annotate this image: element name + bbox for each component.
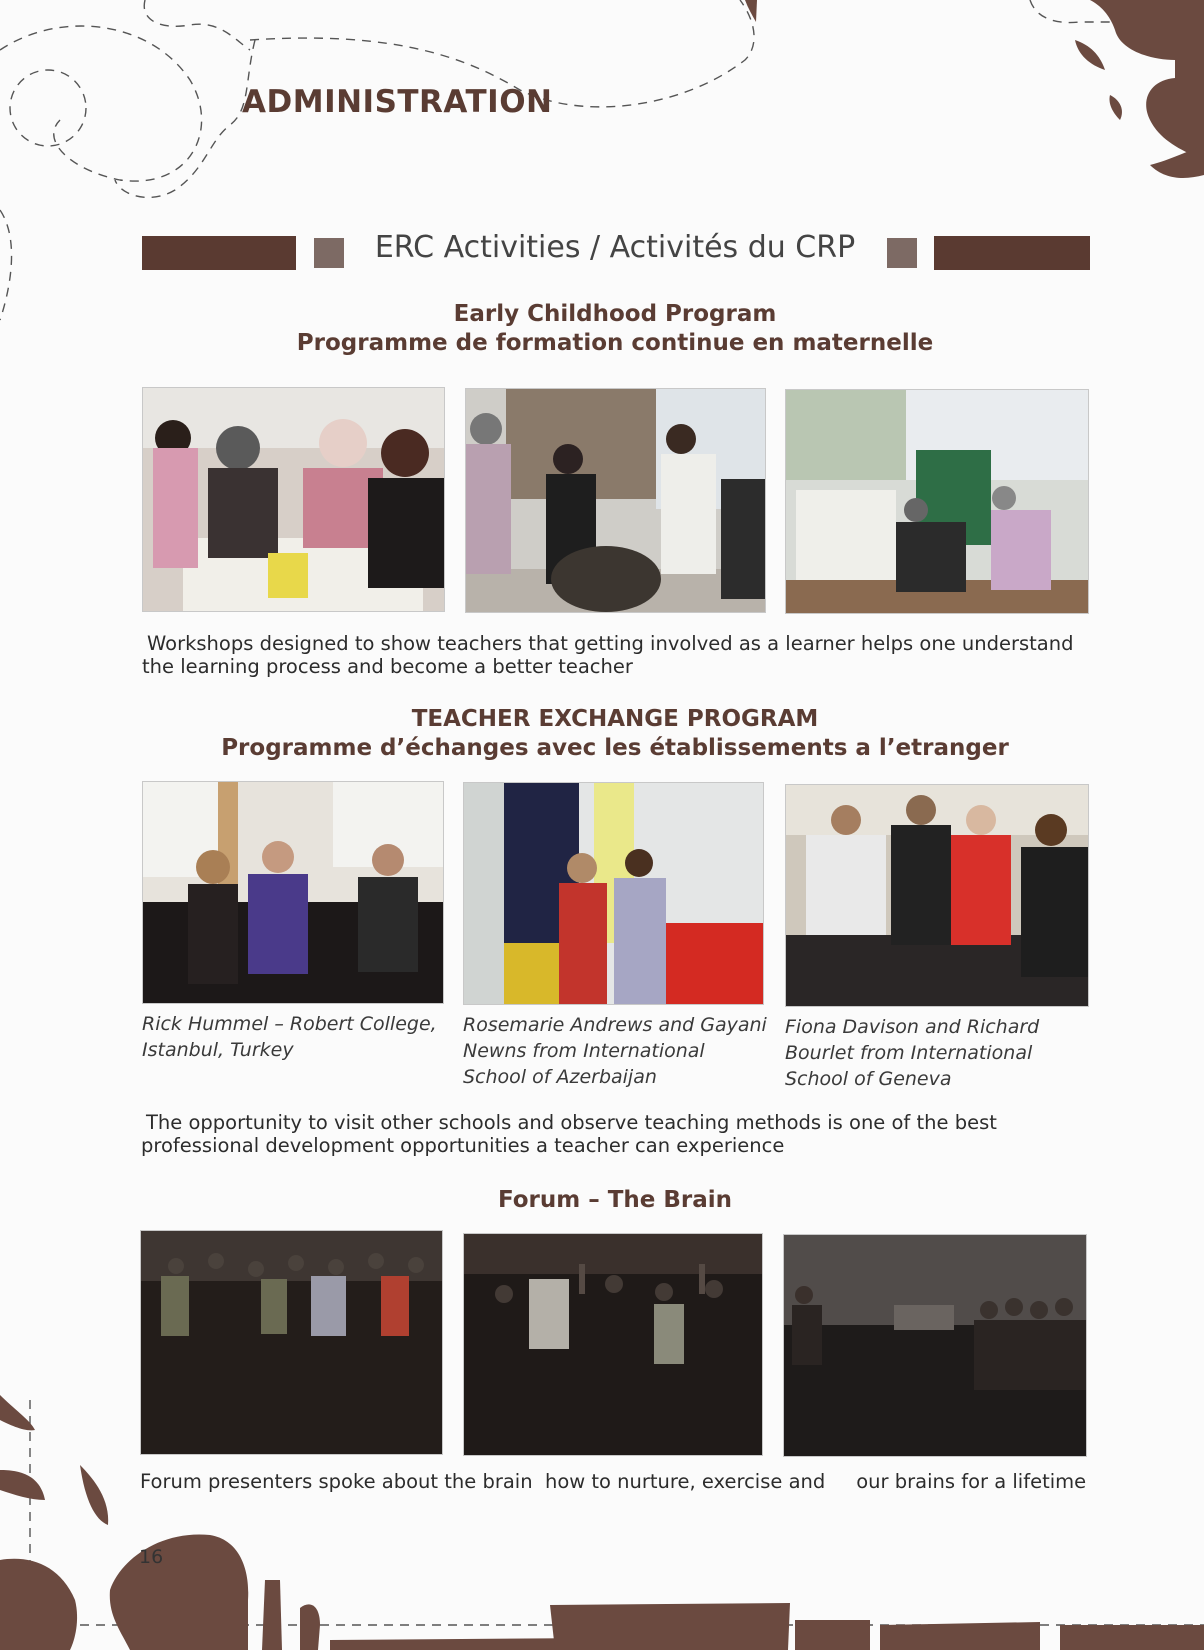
forum-photo-2 xyxy=(463,1233,763,1456)
forum-photo-1 xyxy=(140,1230,443,1455)
teacher-exchange-title: TEACHER EXCHANGE PROGRAM xyxy=(411,706,819,732)
teacher-exchange-caption-3: Fiona Davison and Richard Bourlet from International School of Geneva xyxy=(785,1016,1040,1090)
early-childhood-heading xyxy=(140,300,1090,358)
page-number: 16 xyxy=(139,1546,164,1568)
early-childhood-title: Early Childhood Program xyxy=(453,301,777,327)
section-label: ADMINISTRATION xyxy=(242,84,553,120)
teacher-exchange-heading xyxy=(140,705,1090,763)
title-bar-right xyxy=(934,236,1090,270)
title-square-right xyxy=(887,238,917,268)
forum-heading: Forum – The Brain xyxy=(497,1187,733,1213)
early-childhood-photo-1 xyxy=(142,387,445,612)
teacher-exchange-subtitle: Programme d’échanges avec les établissements a l’etranger xyxy=(221,735,1009,761)
teacher-exchange-caption-1: Rick Hummel – Robert College, Istanbul, Turkey xyxy=(142,1013,437,1061)
early-childhood-subtitle: Programme de formation continue en maternelle xyxy=(296,330,934,356)
teacher-exchange-photo-2 xyxy=(463,782,764,1005)
teacher-exchange-caption-2: Rosemarie Andrews and Gayani Newns from International School of Azerbaijan xyxy=(463,1014,767,1088)
title-square-left xyxy=(314,238,344,268)
early-childhood-photo-2 xyxy=(465,388,766,613)
title-bar-left xyxy=(142,236,296,270)
teacher-exchange-photo-1 xyxy=(142,781,444,1004)
early-childhood-description: Workshops designed to show teachers that getting involved as a learner helps one understand the learning process and become a better teacher xyxy=(142,632,1074,678)
teacher-exchange-description: The opportunity to visit other schools and observe teaching methods is one of the best professional development opportunities a teacher can experience xyxy=(141,1111,997,1157)
teacher-exchange-photo-3 xyxy=(785,784,1089,1007)
page-title: ERC Activities / Activités du CRP xyxy=(374,230,856,265)
forum-photo-3 xyxy=(783,1234,1087,1457)
forum-description: Forum presenters spoke about the brain how to nurture, exercise and our brains for a lifetime xyxy=(140,1470,1087,1493)
early-childhood-photo-3 xyxy=(785,389,1089,614)
